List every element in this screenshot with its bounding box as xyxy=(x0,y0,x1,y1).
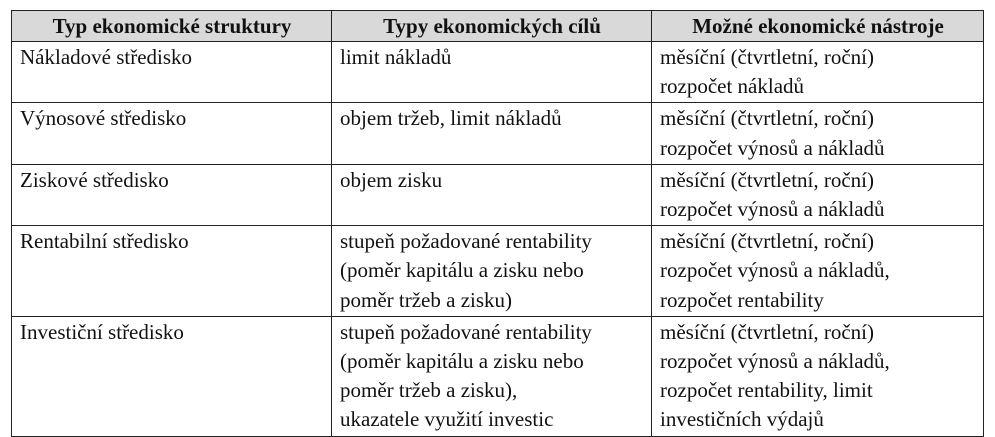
cell-line: Výnosové středisko xyxy=(20,106,187,131)
cell-goals xyxy=(332,226,652,317)
cell-line: rozpočet rentability xyxy=(660,287,824,312)
header-structure-type: Typ ekonomické struktury xyxy=(12,11,332,42)
economic-structure-table xyxy=(11,10,984,437)
header-row xyxy=(12,11,984,42)
table-row xyxy=(12,226,984,317)
cell-tools xyxy=(652,316,984,436)
cell-goals xyxy=(332,103,652,164)
cell-structure xyxy=(12,164,332,225)
cell-line: Nákladové středisko xyxy=(20,45,193,69)
cell-structure xyxy=(12,42,332,103)
table-header xyxy=(12,11,984,42)
cell-structure xyxy=(12,316,332,436)
cell-line: rozpočet výnosů a nákladů xyxy=(660,135,885,160)
cell-line: ukazatele využití investic xyxy=(340,407,554,432)
cell-line: měsíční (čtvrtletní, roční) xyxy=(660,45,875,69)
cell-line: Investiční středisko xyxy=(20,319,184,344)
cell-line: rozpočet rentability, limit xyxy=(660,378,873,403)
header-goal-types: Typy ekonomických cílů xyxy=(332,11,652,42)
cell-line: limit nákladů xyxy=(340,45,452,69)
table-row xyxy=(12,164,984,225)
cell-goals xyxy=(332,164,652,225)
cell-line: měsíční (čtvrtletní, roční) xyxy=(660,106,875,131)
cell-line: rozpočet výnosů a nákladů, xyxy=(660,258,890,283)
cell-line: měsíční (čtvrtletní, roční) xyxy=(660,229,875,254)
cell-line: objem zisku xyxy=(340,167,443,192)
table-row xyxy=(12,103,984,164)
cell-line: Ziskové středisko xyxy=(20,167,169,192)
cell-line: rozpočet nákladů xyxy=(660,74,805,99)
cell-line: poměr tržeb a zisku) xyxy=(340,287,513,312)
cell-line: (poměr kapitálu a zisku nebo xyxy=(340,258,584,283)
cell-tools xyxy=(652,226,984,317)
cell-line: Rentabilní středisko xyxy=(20,229,189,254)
cell-line: měsíční (čtvrtletní, roční) xyxy=(660,167,875,192)
header-possible-tools: Možné ekonomické nástroje xyxy=(652,11,984,42)
cell-tools xyxy=(652,103,984,164)
cell-structure xyxy=(12,226,332,317)
table-row xyxy=(12,42,984,103)
table-body xyxy=(12,42,984,437)
cell-line: měsíční (čtvrtletní, roční) xyxy=(660,319,875,344)
cell-goals xyxy=(332,316,652,436)
cell-line: rozpočet výnosů a nákladů xyxy=(660,197,885,222)
cell-goals xyxy=(332,42,652,103)
cell-structure xyxy=(12,103,332,164)
cell-line: stupeň požadované rentability xyxy=(340,319,592,344)
cell-tools xyxy=(652,42,984,103)
cell-line: rozpočet výnosů a nákladů, xyxy=(660,349,890,374)
cell-line: (poměr kapitálu a zisku nebo xyxy=(340,349,584,374)
cell-line: stupeň požadované rentability xyxy=(340,229,592,254)
cell-line: objem tržeb, limit nákladů xyxy=(340,106,562,131)
table-row xyxy=(12,316,984,436)
cell-line: investičních výdajů xyxy=(660,407,824,432)
cell-tools xyxy=(652,164,984,225)
cell-line: poměr tržeb a zisku), xyxy=(340,378,518,403)
